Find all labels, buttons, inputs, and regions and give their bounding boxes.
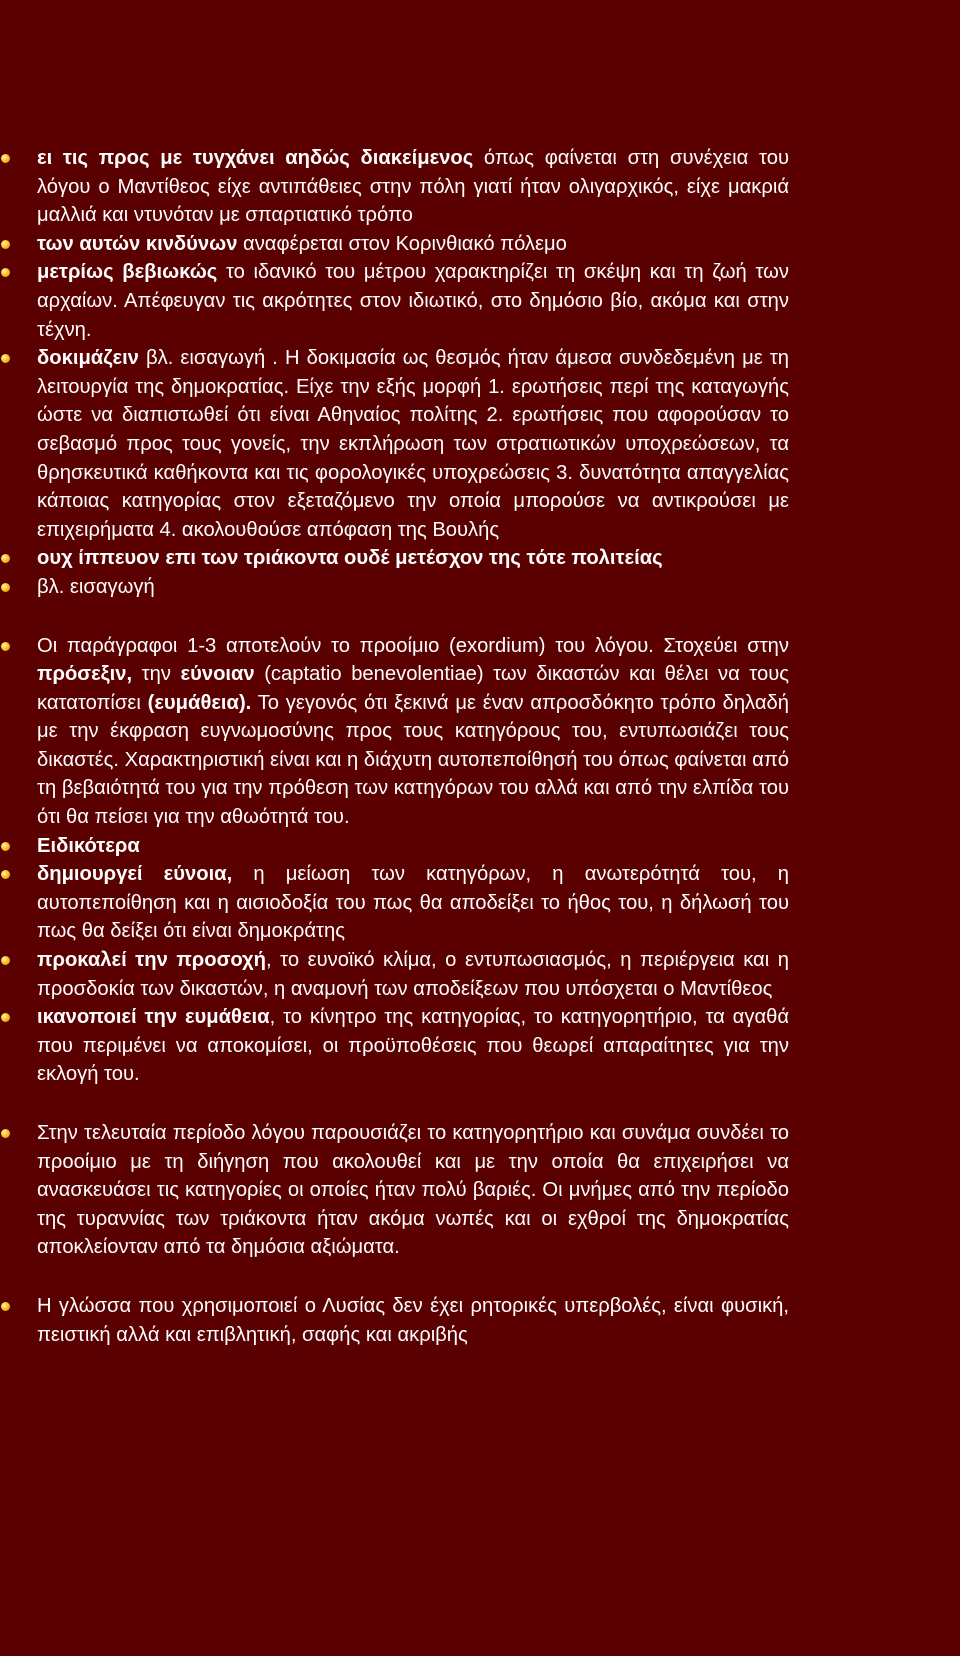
bullet-icon [1, 642, 10, 651]
bullet-icon [1, 583, 10, 592]
bullet-icon [1, 240, 10, 249]
item-text: , το κίνητρο της κατηγορίας, το κατηγορητήριο, τα αγαθά που περιμένει να αποκομίσει, οι προϋποθέσεις που θεωρεί απαραίτητες για την εκλογή του. [37, 1006, 790, 1086]
bullet-icon [1, 268, 10, 277]
list-item-teleutaia-periodos [37, 1119, 789, 1262]
item-text: την [132, 663, 181, 686]
bullet-icon [1, 1129, 10, 1138]
list-item-prosoxi [37, 946, 789, 1003]
item-term: Ειδικότερα [37, 834, 140, 857]
list-item-dokimazein [37, 344, 789, 544]
bullet-icon [1, 154, 10, 163]
list-item-eidikotera [37, 832, 789, 861]
item-text: Η γλώσσα που χρησιμοποιεί ο Λυσίας δεν έχει ρητορικές υπερβολές, είναι φυσική, πειστική αλλά και επιβλητική, σαφής και ακριβής [37, 1294, 789, 1346]
item-text: το ιδανικό του μέτρου χαρακτηρίζει τη σκέψη και τη ζωή των αρχαίων. Απέφευγαν τις ακρότητες στον ιδιωτικό, στο δημόσιο βίο, ακόμα και στην τέχνη. [37, 261, 789, 341]
bullet-icon [1, 554, 10, 563]
item-text: βλ. εισαγωγή [37, 575, 155, 598]
item-term: ει τις προς με τυγχάνει αηδώς διακείμενος [37, 147, 474, 169]
list-item-glossa [37, 1292, 789, 1349]
item-term: εύνοιαν [180, 663, 255, 686]
list-item-kindynon [37, 230, 789, 259]
list-item-ei-tis [37, 144, 789, 230]
item-term: μετρίως βεβιωκώς [37, 261, 218, 284]
bullet-icon [1, 1302, 10, 1311]
item-text: , το ευνοϊκό κλίμα, ο εντυπωσιασμός, η περιέργεια και η προσδοκία των δικαστών, η αναμονή των αποδείξεων που υπόσχεται ο Μαντίθεος [37, 949, 789, 1000]
list-item-metrios [37, 258, 789, 344]
bullet-icon [1, 1013, 10, 1022]
item-term: ικανοποιεί την ευμάθεια [37, 1006, 270, 1029]
item-term: (ευμάθεια). [147, 691, 252, 714]
item-text: η μείωση των κατηγόρων, η ανωτερότητά του, η αυτοπεποίθηση και η αισιοδοξία του πως θα αποδείξει το ήθος του, η δήλωσή του πως θα δείξει ότι είναι δημοκράτης [37, 863, 789, 943]
item-term: δοκιμάζειν [37, 347, 139, 370]
item-text: αναφέρεται στον Κορινθιακό πόλεμο [237, 232, 567, 255]
list-item-eunoia [37, 860, 789, 946]
item-text: Στην τελευταία περίοδο λόγου παρουσιάζει το κατηγορητήριο και συνάμα συνδέει το προοίμιο με τη διήγηση που ακολουθεί και με την οποία θα επιχειρήσει να ανασκευάσει τις κατηγορίες οι οποίες ήταν πολύ βαριές. Οι μνήμες από την περίοδο της τυραννίας των τριάκοντα ήταν ακόμα νωπές και οι εχθροί της δημοκρατίας αποκλείονταν από τα δημόσια αξιώματα. [37, 1122, 789, 1259]
item-text: βλ. εισαγωγή . Η δοκιμασία ως θεσμός ήταν άμεσα συνδεδεμένη με τη λειτουργία της δημοκρατίας. Είχε την εξής μορφή 1. ερωτήσεις περί της καταγωγής ώστε να διαπιστωθεί ότι είναι Αθηναίος πολίτης 2. ερωτήσεις που αφορούσαν το σεβασμό προς τους γονείς, την εκπλήρωση των στρατιωτικών υποχρεώσεων, τα θρησκευτικά καθήκοντα και τις φορολογικές υποχρεώσεις 3. δυνατότητα απαγγελίας κάποιας κατηγορίας στον εξεταζόμενο την οποία μπορούσε να αντικρούσει με επιχειρήματα 4. ακολουθούσε απόφαση της Βουλής [37, 347, 789, 541]
bullet-icon [1, 870, 10, 879]
bullet-icon [1, 354, 10, 363]
item-term: προκαλεί την προσοχή [37, 949, 266, 972]
item-term: ουχ ίππευον επι των τριάκοντα ουδέ μετέσχον της τότε πολιτείας [37, 547, 663, 570]
list-item-eumatheia [37, 1003, 789, 1089]
item-text: Οι παράγραφοι 1-3 αποτελούν το προοίμιο (exordium) του λόγου. Στοχεύει στην [37, 634, 789, 657]
list-item-vl-eisagogi [37, 573, 789, 602]
item-term: των αυτών κινδύνων [37, 232, 238, 255]
list-item-prooimio [37, 632, 789, 832]
item-term: δημιουργεί εύνοια, [37, 863, 233, 886]
item-text: όπως φαίνεται στη συνέχεια του λόγου ο Μαντίθεος είχε αντιπάθειες στην πόλη γιατί ήταν ολιγαρχικός, είχε μακριά μαλλιά και ντυνόταν με σπαρτιατικό τρόπο [37, 147, 789, 227]
item-term: πρόσεξιν, [37, 663, 133, 686]
bullet-icon [1, 842, 10, 851]
list-item-ouch-ippeuon [37, 544, 789, 573]
item-text: Το γεγονός ότι ξεκινά με έναν απροσδόκητο τρόπο δηλαδή με την έκφραση ευγνωμοσύνης προς τους κατηγόρους του, εντυπωσιάζει τους δικαστές. Χαρακτηριστική είναι και η διάχυτη αυτοπεποίθησή του όπως φαίνεται από τη βεβαιότητά του για την πρόθεση των κατηγόρων του αλλά και από την ελπίδα του ότι θα πείσει για την αθωότητά του. [37, 691, 789, 829]
item-text: (captatio benevolentiae) των δικαστών και θέλει να τους κατατοπίσει [37, 663, 789, 714]
bullet-icon [1, 956, 10, 965]
